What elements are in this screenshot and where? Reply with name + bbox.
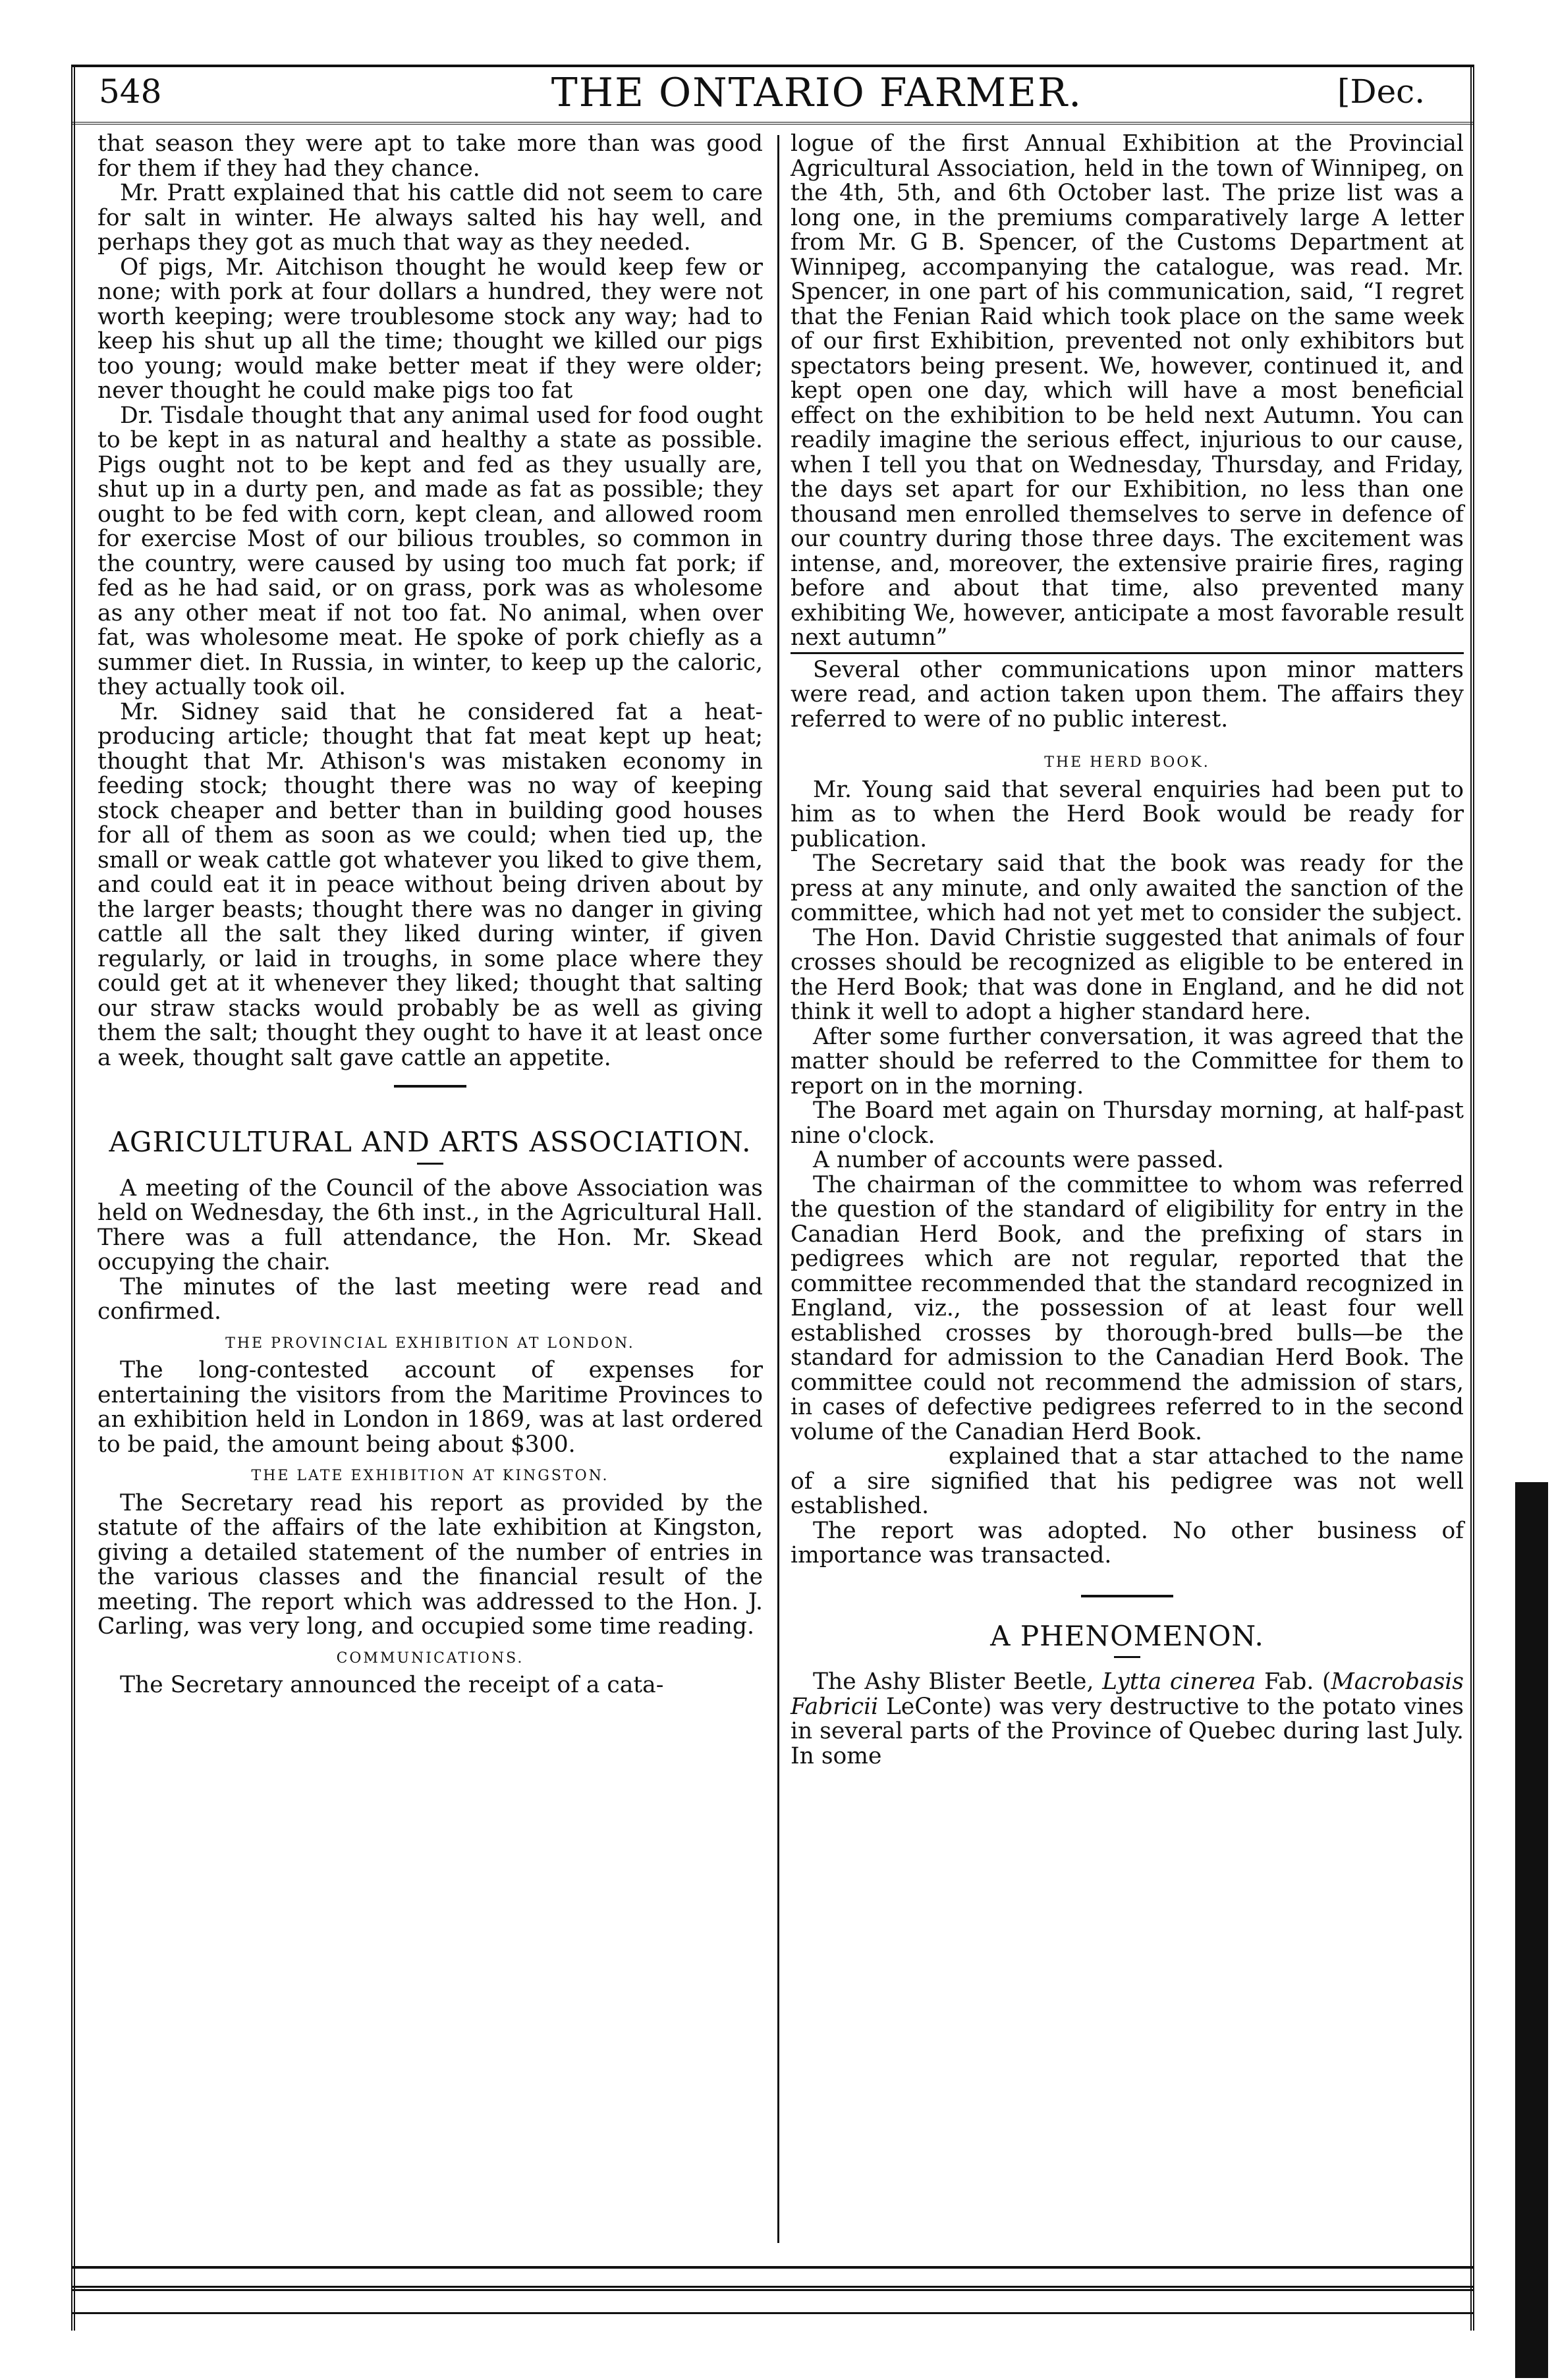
right-column [791, 132, 1464, 1769]
left-column [97, 132, 763, 1698]
paragraph: The Secretary read his report as provided by the statute of the affairs of the late exhibition at Kingston, giving a detailed statement of the number of entries in the various classes and the financial result of the meeting. The report which was addressed to the Hon. J. Carling, was very long, and occupied some time reading. [97, 1489, 763, 1640]
section-divider [394, 1085, 466, 1088]
subheading: COMMUNICATIONS. [336, 1649, 524, 1667]
section-heading: AGRICULTURAL AND ARTS ASSOCIATION. [109, 1126, 752, 1158]
text-run: LeConte) was very destructive to the potato vines in several parts of the Province of Quebec during last July. In some [791, 1693, 1464, 1769]
paragraph: Mr. Young said that several enquiries had been put to him as to when the Herd Book would be ready for publication. [791, 776, 1464, 852]
paragraph: Dr. Tisdale thought that any animal used for food ought to be kept in as natural and healthy a state as possible. Pigs ought not to be kept and fed as they usually are, shut up in a durty pen, and made as fat as possible; they ought to be fed with corn, kept clean, and allowed room for exercise Most of our bilious troubles, so common in the country, were caused by using too much fat pork; if fed as he had said, or on grass, pork was as wholesome as any other meat if not too fat. No animal, when over fat, was wholesome meat. He spoke of pork chiefly as a summer diet. In Russia, in winter, to keep up the caloric, they actually took oil. [97, 402, 763, 700]
bottom-rule [71, 2266, 1474, 2269]
subheading: THE HERD BOOK. [1044, 754, 1210, 771]
heading-underline [417, 1163, 443, 1165]
section-divider [1081, 1595, 1173, 1597]
paragraph: The Secretary said that the book was ready for the press at any minute, and only awaited the sanction of the committee, which had not yet met to consider the subject. [791, 850, 1464, 926]
genus-name: Macrobasis Fabricii [791, 1669, 1464, 1720]
paragraph: that season they were apt to take more than was good for them if they had they chance. [97, 130, 763, 182]
subheading: THE LATE EXHIBITION AT KINGSTON. [251, 1468, 609, 1484]
column-divider [777, 135, 779, 2243]
issue-month: [Dec. [1337, 72, 1426, 111]
paragraph: explained that a star attached to the name of a sire signified that his pedigree was not well established. [791, 1443, 1464, 1519]
bottom-double-rule [71, 2286, 1474, 2291]
paragraph: The long-contested account of expenses for entertaining the visitors from the Maritime Provinces to an exhibition held in London in 1869, was at last ordered to be paid, the amount being about $300. [97, 1357, 763, 1458]
paragraph: Mr. Pratt explained that his cattle did not seem to care for salt in winter. He always salted his hay well, and perhaps they got as much that way as they needed. [97, 180, 763, 256]
paragraph: The Hon. David Christie suggested that animals of four crosses should be recognized as eligible to be entered in the Herd Book; that was done in England, and he did not think it well to adopt a higher standard here. [791, 924, 1464, 1025]
species-name: Lytta cinerea [1102, 1669, 1256, 1695]
paragraph: The Secretary announced the receipt of a cata- [120, 1672, 664, 1698]
paragraph: The chairman of the committee to whom was referred the question of the standard of eligibility for entry in the Canadian Herd Book, and the prefixing of stars in pedigrees which are not regular, reported that the committee recommended that the standard recognized in England, viz., the possession of at least four well established crosses by thorough-bred bulls—be the standard for admission to the Canadian Herd Book. The committee could not recommend the admission of stars, in cases of defective pedigrees referred to in the second volume of the Canadian Herd Book. [791, 1171, 1464, 1445]
paragraph: Several other communications upon minor matters were read, and action taken upon them. The affairs they referred to were of no public interest. [791, 656, 1464, 733]
paragraph: Mr. Sidney said that he considered fat a heat-producing article; thought that fat meat kept up heat; thought that Mr. Athison's was mistaken economy in feeding stock; thought there was no way of keeping stock cheaper and better than in building good houses for all of them as soon as we could; when tied up, the small or weak cattle got whatever you liked to give them, and could eat it in peace without being driven about by the larger beasts; thought there was no danger in giving cattle all the salt they liked during winter, if given regularly, or laid in troughs, in some place where they could get at it whenever they liked; thought that salting our straw stacks would probably be as well as giving them the salt; thought they ought to have it at least once a week, thought salt gave cattle an appetite. [97, 698, 763, 1071]
scan-edge-bar [1515, 1482, 1548, 2378]
quote-end-rule [791, 652, 1464, 654]
text-run: The Ashy Blister Beetle, [813, 1669, 1103, 1695]
paragraph: The report was adopted. No other business of importance was transacted. [791, 1517, 1464, 1568]
page-number: 548 [99, 72, 162, 111]
paragraph: logue of the first Annual Exhibition at the Provincial Agricultural Association, held in the town of Winnipeg, on the 4th, 5th, and 6th October last. The prize list was a long one, in the premiums comparatively large A letter from Mr. G B. Spencer, of the Customs Department at Winnipeg, accompanying the catalogue, was read. Mr. Spencer, in one part of his communication, said, “I regret that the Fenian Raid which took place on the same week of our first Exhibition, prevented not only exhibitors but spectators being present. We, however, continued it, and kept open one day, which will have a most beneficial effect on the exhibition to be held next Autumn. You can readily imagine the serious effect, injurious to our cause, when I tell you that on Wednesday, Thursday, and Friday, the days set apart for our Exhibition, no less than one thousand men enrolled themselves to serve in defence of our country during those three days. The excitement was intense, and, moreover, the extensive prairie fires, raging before and about that time, also prevented many exhibiting We, however, anticipate a most favorable result next autumn” [791, 130, 1464, 651]
header-rule [71, 122, 1474, 125]
paragraph: A meeting of the Council of the above Association was held on Wednesday, the 6th inst., in the Agricultural Hall. There was a full attendance, the Hon. Mr. Skead occupying the chair. [97, 1175, 763, 1275]
paragraph: A number of accounts were passed. [813, 1147, 1224, 1173]
paragraph: After some further conversation, it was agreed that the matter should be referred to the Committee for them to report on in the morning. [791, 1023, 1464, 1099]
bottom-thin-rule [71, 2312, 1474, 2314]
paragraph: The Board met again on Thursday morning, at half-past nine o'clock. [791, 1097, 1464, 1149]
heading-underline [1114, 1656, 1140, 1658]
paragraph: Of pigs, Mr. Aitchison thought he would keep few or none; with pork at four dollars a hundred, they were not worth keeping; were troublesome stock any way; had to keep his shut up all the time; thought we killed our pigs too young; would make better meat if they were older; never thought he could make pigs too fat [97, 254, 763, 404]
paragraph [791, 1670, 1464, 1769]
page-title: THE ONTARIO FARMER. [551, 70, 1083, 116]
subheading: THE PROVINCIAL EXHIBITION AT LONDON. [225, 1335, 635, 1352]
top-rule [71, 65, 1474, 67]
text-run: Fab. ( [1256, 1669, 1331, 1695]
paragraph: The minutes of the last meeting were read and confirmed. [97, 1273, 763, 1325]
section-heading: A PHENOMENON. [990, 1619, 1264, 1652]
